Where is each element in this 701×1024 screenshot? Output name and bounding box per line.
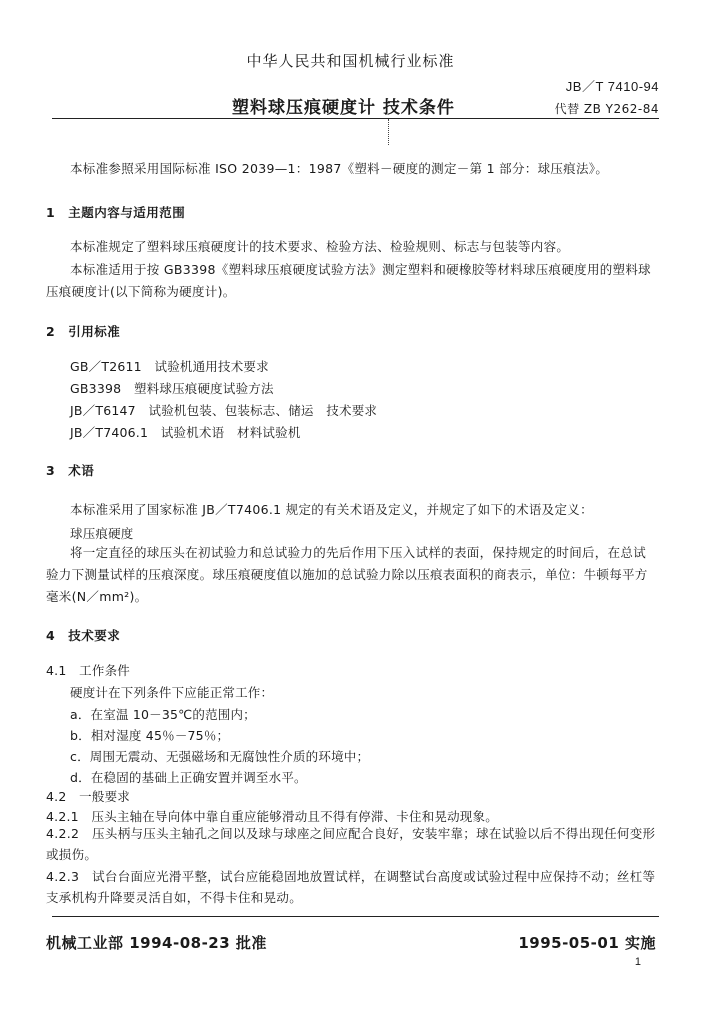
- condition-item: c．周围无震动、无强磁场和无腐蚀性介质的环境中；: [70, 749, 370, 764]
- issuing-body: 中华人民共和国机械行业标准: [246, 52, 455, 70]
- section-4-1-heading: 4.1 工作条件: [46, 663, 130, 678]
- term-definition: 将一定直径的球压头在初试验力和总试验力的先后作用下压入试样的表面，保持规定的时间后，在总试验力下测量试样的压痕深度。球压痕硬度值以施加的总试验力除以压痕表面积的商表示，单位：牛顿每平方毫米(N／mm²)。: [46, 545, 648, 604]
- reference-item: JB／T6147 试验机包装、包装标志、储运 技术要求: [70, 403, 378, 418]
- intro-paragraph: 本标准参照采用国际标准 ISO 2039—1：1987《塑料－硬度的测定－第 1 部分：球压痕法》。: [70, 161, 609, 176]
- section-2-heading: 2 引用标准: [46, 324, 121, 339]
- reference-item: GB3398 塑料球压痕硬度试验方法: [70, 381, 274, 396]
- condition-item: b．相对湿度 45％－75％；: [70, 728, 230, 743]
- reference-item: GB／T2611 试验机通用技术要求: [70, 359, 269, 374]
- clause-4-2-3: 4.2.3 试台台面应光滑平整，试台应能稳固地放置试样，在调整试台高度或试验过程中应保持不动；丝杠等支承机构升降要灵活自如，不得卡住和晃动。: [46, 869, 656, 905]
- section-3-heading: 3 术语: [46, 463, 95, 478]
- section-4-1-intro: 硬度计在下列条件下应能正常工作：: [70, 685, 274, 700]
- reference-item: JB／T7406.1 试验机术语 材料试验机: [70, 425, 301, 440]
- condition-item: d．在稳固的基础上正确安置并调至水平。: [70, 770, 307, 785]
- section-4-heading: 4 技术要求: [46, 628, 121, 643]
- section-3-para: 本标准采用了国家标准 JB／T7406.1 规定的有关术语及定义，并规定了如下的术语及定义：: [70, 502, 593, 517]
- clause-4-2-1: 4.2.1 压头主轴在导向体中靠自重应能够滑动且不得有停滞、卡住和晃动现象。: [46, 809, 498, 824]
- footer-rule: [52, 916, 659, 917]
- replaces-standard: 代替 ZB Y262-84: [554, 102, 659, 116]
- effective-date-line: 1995-05-01 实施: [518, 934, 656, 952]
- section-4-2-heading: 4.2 一般要求: [46, 789, 130, 804]
- clause-4-2-2: 4.2.2 压头柄与压头主轴孔之间以及球与球座之间应配合良好，安装牢靠；球在试验以后不得出现任何变形或损伤。: [46, 826, 656, 862]
- page-number: 1: [634, 956, 641, 968]
- section-1-heading: 1 主题内容与适用范围: [46, 205, 186, 220]
- approval-line: 机械工业部 1994-08-23 批准: [46, 934, 267, 952]
- section-1-para-2: 本标准适用于按 GB3398《塑料球压痕硬度试验方法》测定塑料和硬橡胶等材料球压痕硬度用的塑料球压痕硬度计(以下简称为硬度计)。: [46, 262, 651, 299]
- standard-number: JB／T 7410-94: [565, 79, 659, 94]
- header-rule: [52, 118, 659, 119]
- document-title: 塑料球压痕硬度计 技术条件: [232, 98, 455, 118]
- binding-mark-top: [388, 119, 389, 145]
- term-name: 球压痕硬度: [70, 526, 134, 541]
- condition-item: a．在室温 10－35℃的范围内；: [70, 707, 256, 722]
- section-1-para-1: 本标准规定了塑料球压痕硬度计的技术要求、检验方法、检验规则、标志与包装等内容。: [70, 239, 570, 254]
